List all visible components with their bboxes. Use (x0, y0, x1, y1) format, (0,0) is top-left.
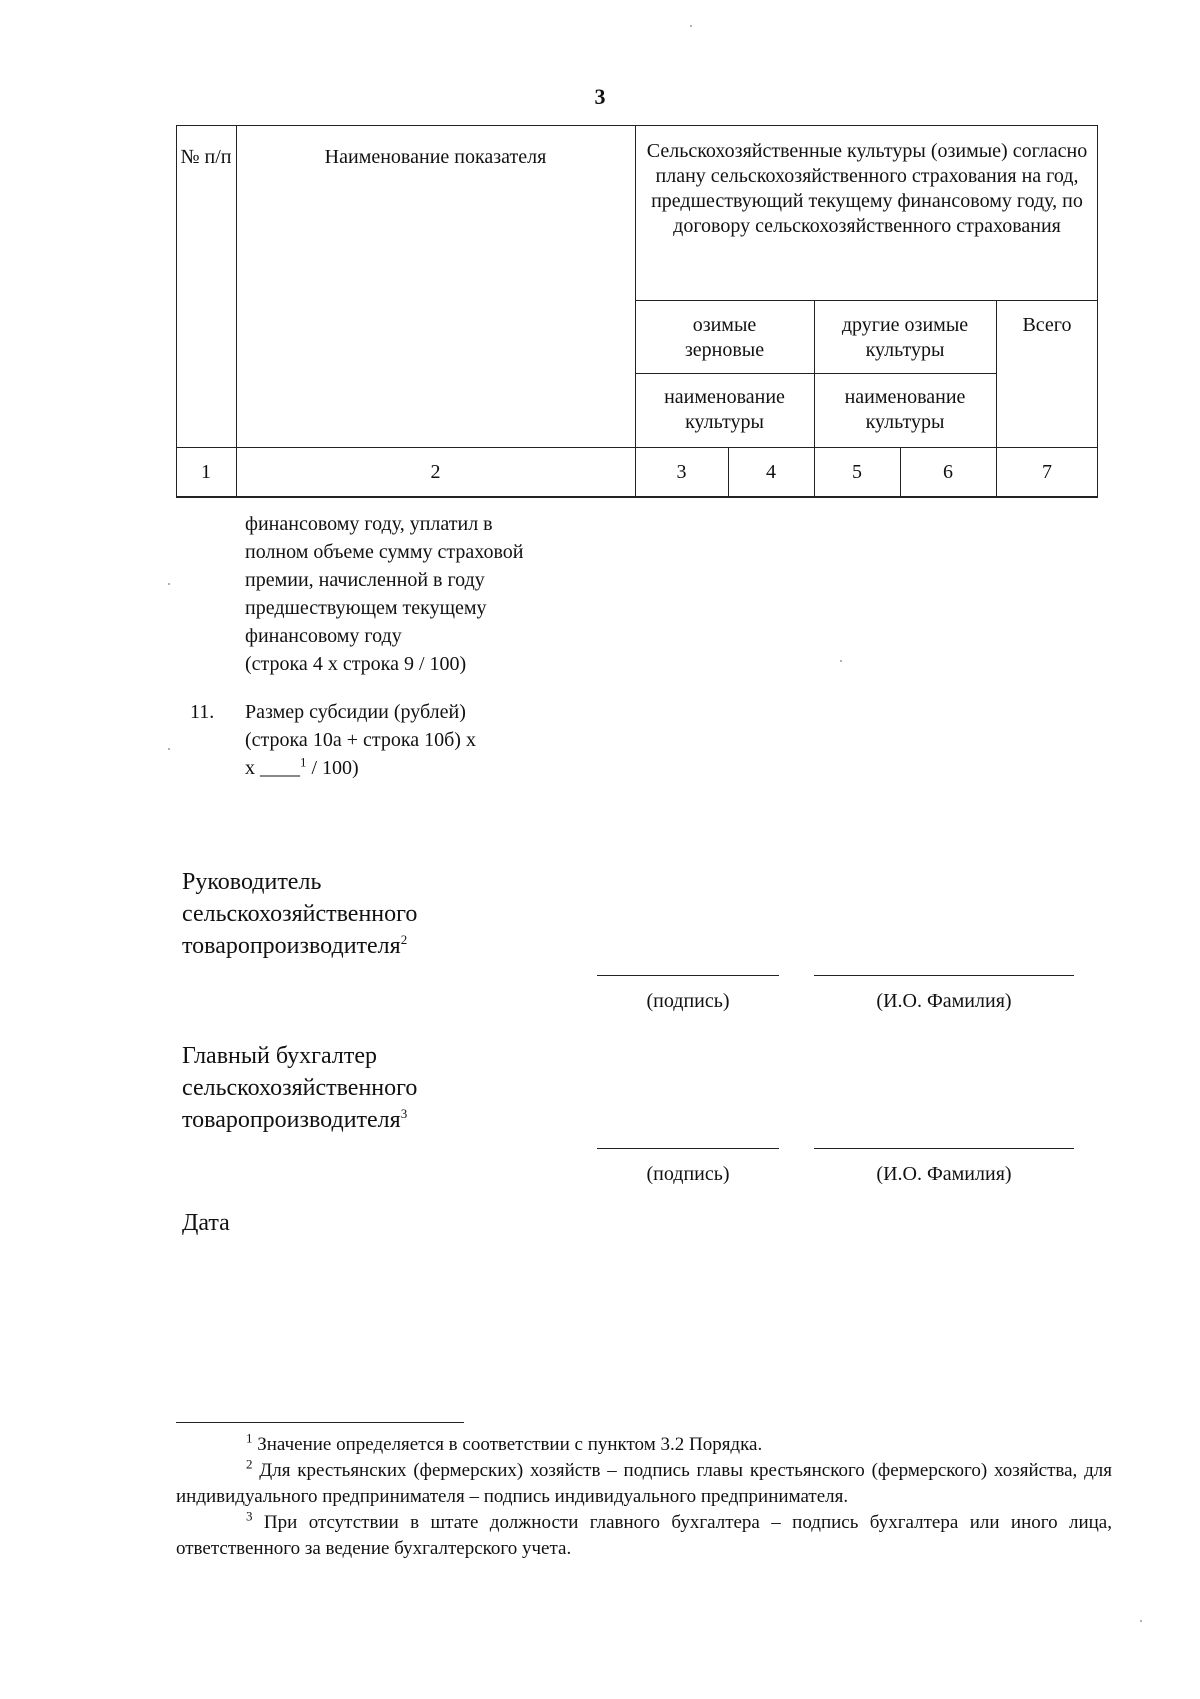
col-number-6: 6 (943, 461, 953, 483)
col-number-2: 2 (430, 461, 441, 483)
continued-line: предшествующем текущему (245, 597, 487, 619)
row-11-line-2: (строка 10а + строка 10б) x (245, 729, 476, 751)
scan-speck (690, 25, 692, 27)
head-name-line (814, 975, 1074, 976)
date-label: Дата (182, 1210, 230, 1236)
col-number-1: 1 (201, 461, 211, 483)
continued-line: финансовому году (245, 625, 402, 647)
col-number-3: 3 (676, 461, 687, 483)
continued-line: полном объеме сумму страховой (245, 541, 524, 563)
col-number-4: 4 (766, 461, 776, 483)
head-name-caption: (И.О. Фамилия) (876, 990, 1012, 1012)
accountant-signature-caption: (подпись) (646, 1163, 730, 1185)
footnote-ref-3: 3 (400, 1106, 408, 1121)
scan-speck (168, 583, 170, 585)
indicator-table (176, 125, 1098, 497)
accountant-name-caption: (И.О. Фамилия) (876, 1163, 1012, 1185)
continued-row-text (245, 510, 595, 678)
footnote-3: $^3$ При отсутствии в штате должности главного бухгалтера – подпись бухгалтера или иного лица, ответственного за ведение бухгалтерского учета. (176, 1508, 1112, 1559)
scan-speck (168, 748, 170, 750)
header-crop-name-1: наименование культуры (664, 386, 785, 433)
header-winter-grain: озимые зерновые (684, 314, 765, 361)
header-row-number: № п/п (180, 146, 232, 168)
accountant-name-line (814, 1148, 1074, 1149)
header-other-winter: другие озимые культуры (841, 314, 969, 361)
page-number: 3 (594, 84, 606, 109)
scan-speck (840, 660, 842, 662)
footnotes (176, 1432, 1112, 1562)
head-signature-line (597, 975, 779, 976)
row-11-line-3: x ____$^1$ / 100) (245, 754, 359, 779)
footnote-separator (176, 1422, 464, 1423)
header-total: Всего (1022, 314, 1072, 336)
head-title: Руководитель сельскохозяйственного товаропроизводителя$^2$ (182, 869, 418, 959)
row-11-number: 11. (190, 701, 215, 723)
accountant-signature-line (597, 1148, 779, 1149)
head-signature-caption: (подпись) (646, 990, 730, 1012)
footnote-ref-2: 2 (400, 932, 408, 947)
continued-formula: (строка 4 x строка 9 / 100) (245, 653, 467, 675)
accountant-title: Главный бухгалтер сельскохозяйственного товаропроизводителя$^3$ (182, 1043, 418, 1133)
header-crop-group: Сельскохозяйственные культуры (озимые) согласно плану сельскохозяйственного страхования на год, предшествующий текущему финансовому году, по договору сельскохозяйственного страхования (646, 140, 1088, 237)
col-number-7: 7 (1042, 461, 1052, 483)
continued-line: финансовому году, уплатил в (245, 513, 493, 535)
col-number-5: 5 (852, 461, 862, 483)
scan-speck (1140, 1620, 1142, 1622)
footnote-1: $^1$ Значение определяется в соответствии с пунктом 3.2 Порядка. (246, 1430, 763, 1455)
header-crop-name-2: наименование культуры (844, 386, 966, 433)
footnote-ref-1: 1 (300, 754, 307, 770)
footnote-2: $^2$ Для крестьянских (фермерских) хозяйств – подпись главы крестьянского (фермерского) хозяйства, для индивидуального предпринимателя – подпись индивидуального предпринимателя. (176, 1456, 1112, 1507)
row-11-line-1: Размер субсидии (рублей) (245, 701, 466, 723)
continued-line: премии, начисленной в году (245, 569, 485, 591)
header-indicator-name: Наименование показателя (324, 146, 547, 168)
